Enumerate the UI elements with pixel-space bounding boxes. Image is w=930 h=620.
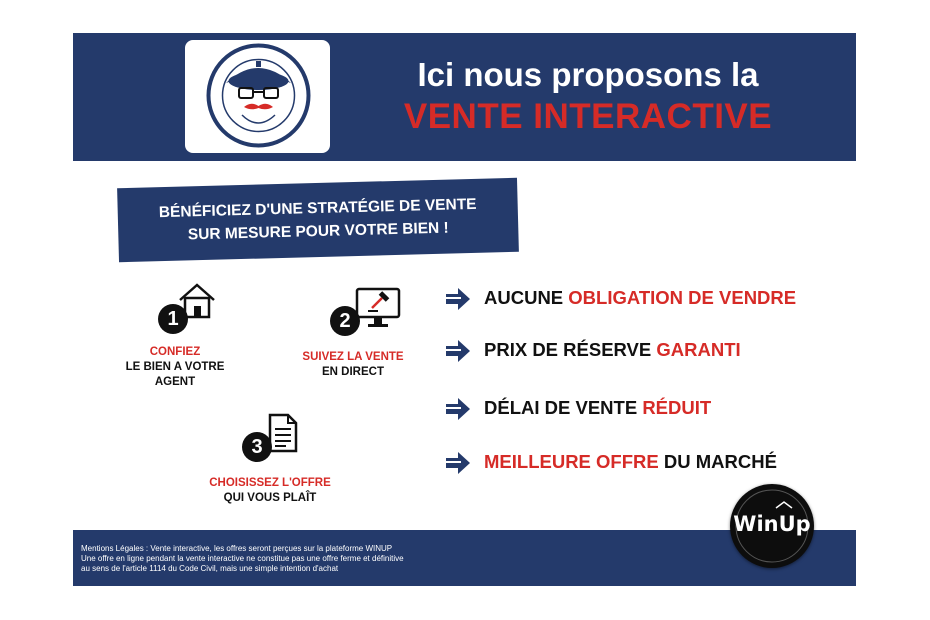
header-title: Ici nous proposons la <box>417 56 759 93</box>
step-2-title: SUIVEZ LA VENTE <box>302 351 404 363</box>
winup-logo <box>730 484 814 568</box>
benefit-item <box>444 285 796 311</box>
step-2-badge: 2 <box>330 306 360 336</box>
step-3-title: CHOISISSEZ L'OFFRE <box>209 477 331 489</box>
legal-line-2: Une offre en ligne pendant la vente interactive ne constitue pas une offre ferme et définitive <box>81 554 404 563</box>
arrow-right-icon <box>444 338 472 364</box>
step-1-title: CONFIEZ <box>149 346 201 358</box>
arrow-right-icon <box>444 396 472 422</box>
my-french-agent-logo <box>206 43 311 148</box>
benefit-dark-text: PRIX DE RÉSERVE <box>484 339 657 360</box>
benefit-dark-text: DÉLAI DE VENTE <box>484 397 643 418</box>
benefit-item <box>444 449 777 475</box>
step-1-line3: AGENT <box>154 376 196 388</box>
strategy-banner-text <box>117 192 518 248</box>
legal-text <box>81 544 561 574</box>
header-banner <box>73 33 856 161</box>
benefit-after-text: DU MARCHÉ <box>658 451 777 472</box>
step-3-line2: QUI VOUS PLAÎT <box>223 492 317 504</box>
winup-logo-text: WinUp <box>733 512 811 536</box>
benefit-red-text: OBLIGATION DE VENDRE <box>568 287 797 308</box>
step-2-line2: EN DIRECT <box>322 366 384 378</box>
banner-line-1: BÉNÉFICIEZ D'UNE STRATÉGIE DE VENTE <box>158 195 477 222</box>
step-3-text <box>190 476 350 506</box>
benefit-red-text: MEILLEURE OFFRE <box>484 451 659 472</box>
step-2-text <box>288 350 418 380</box>
arrow-right-icon <box>444 286 472 312</box>
step-3-badge: 3 <box>242 432 272 462</box>
header-accent-title: VENTE INTERACTIVE <box>403 97 773 136</box>
step-1-line2: LE BIEN A VOTRE <box>125 361 225 373</box>
banner-line-2: SUR MESURE POUR VOTRE BIEN ! <box>187 219 449 244</box>
strategy-banner <box>117 178 519 262</box>
logo-card <box>185 40 330 153</box>
benefit-red-text: GARANTI <box>656 339 741 360</box>
step-1-badge: 1 <box>158 304 188 334</box>
benefit-dark-text: AUCUNE <box>484 287 569 308</box>
arrow-right-icon <box>444 450 472 476</box>
step-1-text <box>110 345 240 390</box>
benefit-item <box>444 337 741 363</box>
benefit-item <box>444 395 711 421</box>
legal-line-1: Mentions Légales : Vente interactive, les offres seront perçues sur la plateforme WINUP <box>81 544 393 553</box>
benefit-red-text: RÉDUIT <box>642 397 712 418</box>
legal-line-3: au sens de l'article 1114 du Code Civil, mais une simple intention d'achat <box>81 564 339 573</box>
monitor-gavel-icon <box>354 286 402 330</box>
